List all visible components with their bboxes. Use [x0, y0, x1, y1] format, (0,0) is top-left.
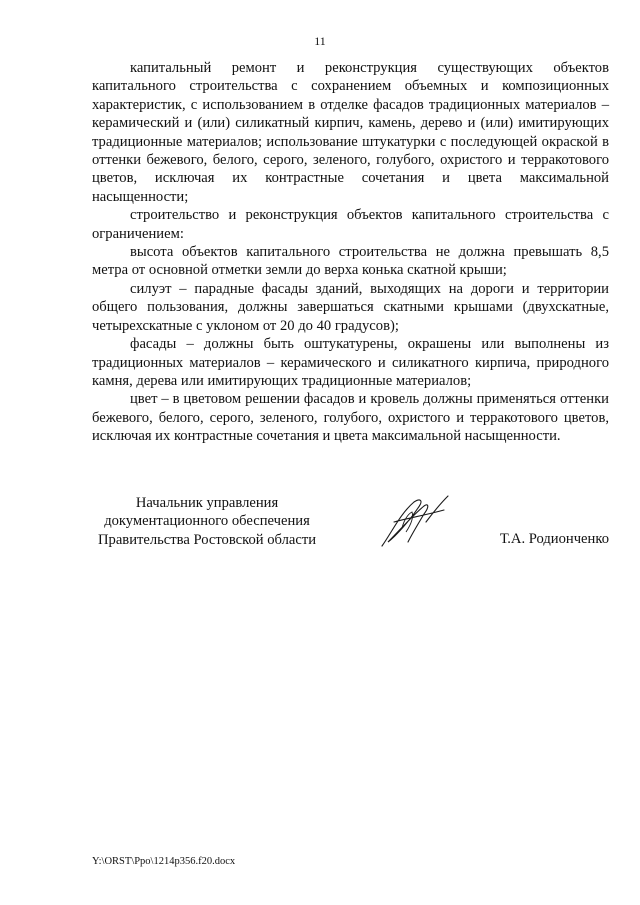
signature-block: [92, 494, 609, 564]
signatory-title-line: Начальник управления: [135, 495, 279, 511]
page-number: 11: [314, 34, 326, 48]
paragraph: высота объектов капитального строительства не должна превышать 8,5 метра от основной отметки земли до верха конька скатной крыши;: [92, 244, 609, 279]
paragraph: цвет – в цветовом решении фасадов и кровель должны применяться оттенки бежевого, белого, серого, зеленого, голубого, охристого и терракотового цветов, исключая их контрастные сочетания и цвета максимальной насыщенности.: [92, 391, 609, 445]
paragraph: силуэт – парадные фасады зданий, выходящих на дороги и территории общего пользования, должны завершаться скатными крышами (двухскатные, четырехскатные с уклоном от 20 до 40 градусов);: [92, 280, 609, 334]
signatory-title: [92, 494, 322, 549]
signatory-title-line: Правительства Ростовской области: [97, 531, 317, 548]
paragraph: фасады – должны быть оштукатурены, окрашены или выполнены из традиционных материалов – керамического и силикатного кирпича, природного камня, дерева или имитирующих традиционные материалов;: [92, 336, 609, 389]
signatory-title-line: документационного обеспечения: [104, 513, 310, 530]
paragraph: строительство и реконструкция объектов капитального строительства с ограничением:: [92, 207, 609, 242]
signatory-name: Т.А. Родионченко: [499, 531, 609, 547]
file-path-footer: Y:\ORST\Ppo\1214p356.f20.docx: [92, 856, 236, 867]
paragraph: капитальный ремонт и реконструкция существующих объектов капитального строительства с сохранением объемных и композиционных характеристик, с использованием в отделке фасадов традиционных материалов – керамический и (или) силикатный кирпич, камень, дерево и (или) имитирующих традиционные материалов; использование штукатурки с последующей окраской в оттенки бежевого, белого, серого, зеленого, голубого, охристого и терракотового цветов, исключая их контрастные сочетания и цвета максимальной насыщенности;: [92, 60, 609, 205]
handwritten-signature: [374, 492, 456, 554]
document-body: [92, 59, 609, 446]
